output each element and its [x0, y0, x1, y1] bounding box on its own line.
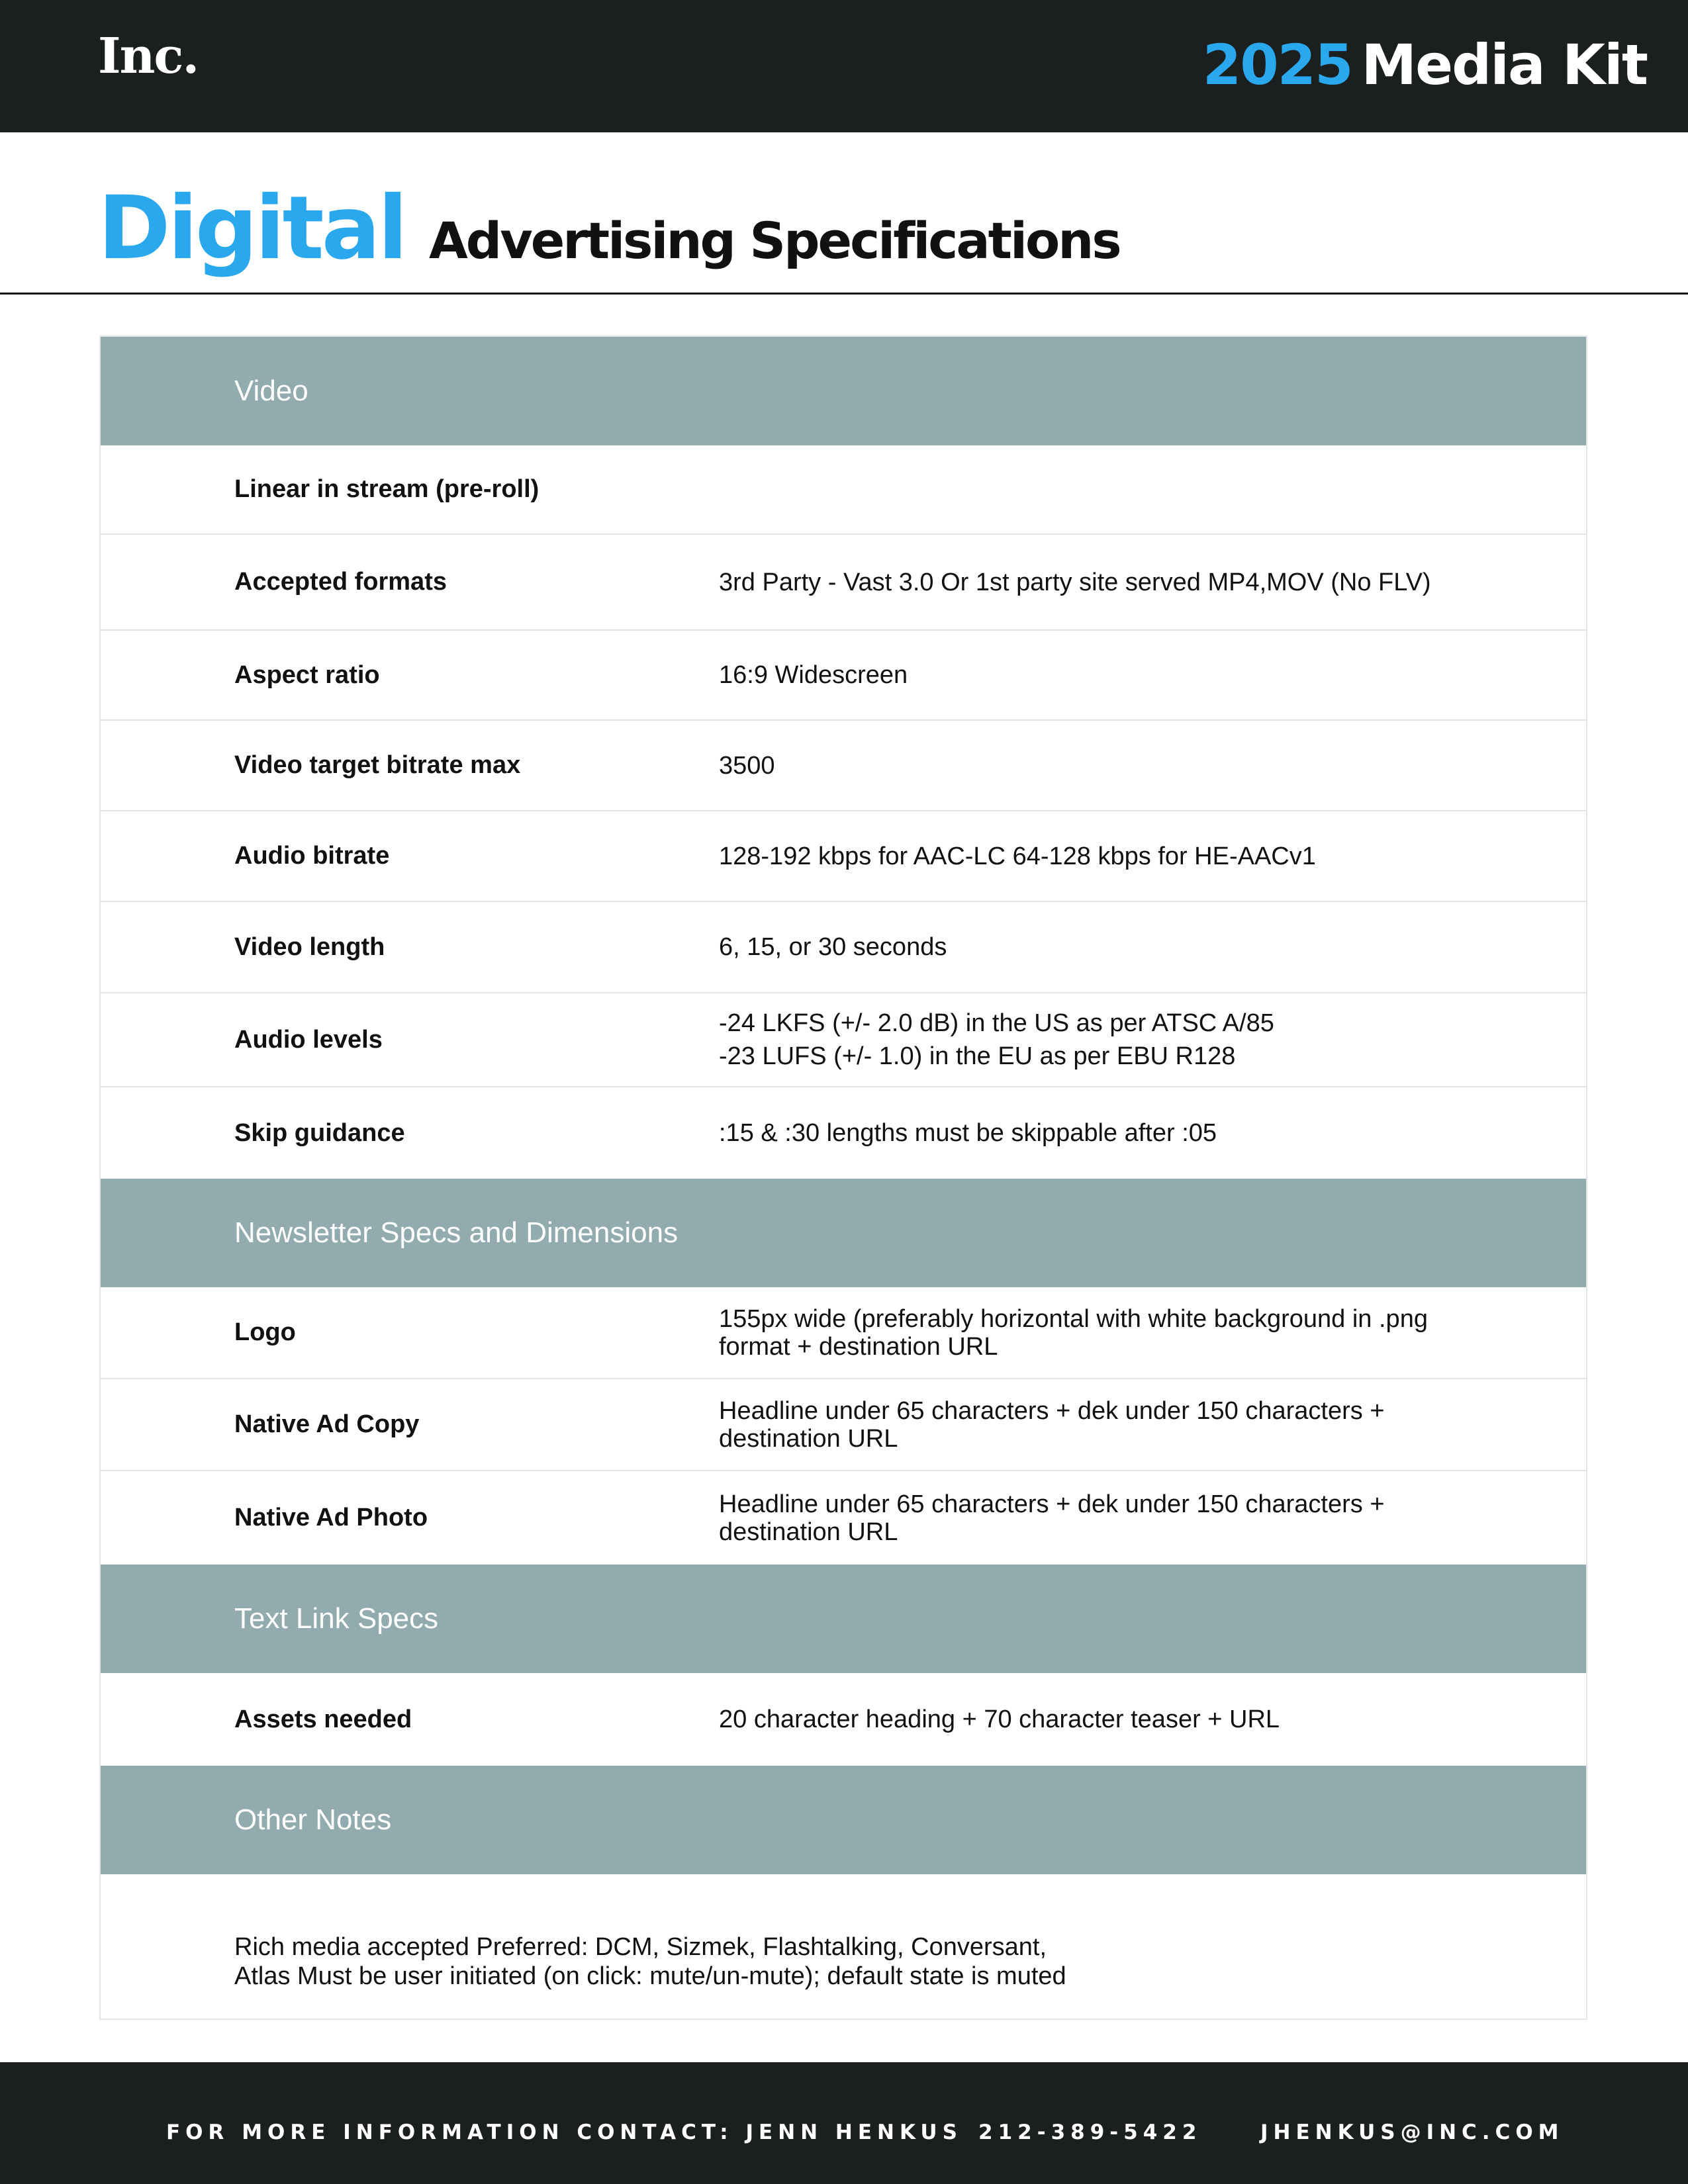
section-header-text-link: Text Link Specs [101, 1565, 1586, 1673]
row-label: Audio bitrate [234, 842, 390, 870]
row-value: 16:9 Widescreen [719, 661, 908, 689]
page-title-highlight: Digital [98, 177, 405, 279]
row-label: Logo [234, 1318, 296, 1346]
row-value-line: destination URL [719, 1518, 898, 1546]
footer-contact: FOR MORE INFORMATION CONTACT: JENN HENKUS [166, 2120, 962, 2144]
row-value [719, 1305, 1428, 1361]
table-row [101, 1673, 1586, 1766]
table-row [101, 1287, 1586, 1379]
page-title-rest: Advertising Specifications [428, 211, 1120, 270]
section-header-video: Video [101, 337, 1586, 445]
footer-email: JHENKUS@INC.COM [1260, 2120, 1564, 2144]
table-row [101, 721, 1586, 811]
row-value-line: Headline under 65 characters + dek under 150 characters + [719, 1490, 1385, 1518]
row-value-line: destination URL [719, 1424, 898, 1453]
row-label: Video length [234, 933, 385, 961]
table-row [101, 535, 1586, 631]
row-label: Linear in stream (pre-roll) [234, 475, 539, 503]
other-notes-line: Rich media accepted Preferred: DCM, Sizmek, Flashtalking, Conversant, [234, 1933, 1047, 1961]
row-label: Accepted formats [234, 568, 447, 596]
row-label: Assets needed [234, 1705, 412, 1733]
other-notes-line: Atlas Must be user initiated (on click: mute/un-mute); default state is muted [234, 1962, 1066, 1990]
row-label: Skip guidance [234, 1118, 405, 1147]
table-row [101, 1087, 1586, 1179]
title-divider [0, 293, 1688, 295]
row-value-line: -23 LUFS (+/- 1.0) in the EU as per EBU R128 [719, 1042, 1236, 1070]
footer-phone: 212-389-5422 [978, 2120, 1202, 2144]
page-title [98, 177, 1120, 277]
table-row [101, 1379, 1586, 1471]
row-value: 6, 15, or 30 seconds [719, 933, 947, 961]
section-header-newsletter: Newsletter Specs and Dimensions [101, 1179, 1586, 1287]
row-value [719, 1007, 1274, 1073]
other-notes-text [234, 1933, 1066, 1991]
row-value-line: -24 LKFS (+/- 2.0 dB) in the US as per ATSC A/85 [719, 1009, 1274, 1037]
table-row [101, 811, 1586, 902]
row-value [719, 1490, 1385, 1546]
top-header-bar [0, 0, 1688, 132]
table-row [101, 993, 1586, 1087]
other-notes-body [101, 1874, 1586, 2019]
inc-logo: Inc. [98, 28, 199, 85]
row-value: :15 & :30 lengths must be skippable after :05 [719, 1119, 1217, 1147]
row-label: Video target bitrate max [234, 751, 521, 779]
media-kit-year: 2025 [1202, 32, 1352, 97]
row-label: Audio levels [234, 1025, 383, 1054]
row-value: 3500 [719, 751, 775, 780]
table-row [101, 1471, 1586, 1565]
row-label: Native Ad Copy [234, 1410, 420, 1438]
row-label: Native Ad Photo [234, 1504, 428, 1531]
table-row [101, 445, 1586, 535]
row-value-line: Headline under 65 characters + dek under 150 characters + [719, 1396, 1385, 1425]
row-value: 128-192 kbps for AAC-LC 64-128 kbps for HE-AACv1 [719, 842, 1316, 870]
specs-table [99, 336, 1587, 2020]
media-kit-title [1202, 32, 1647, 97]
media-kit-label: Media Kit [1361, 32, 1647, 97]
row-value: 3rd Party - Vast 3.0 Or 1st party site served MP4,MOV (No FLV) [719, 568, 1431, 596]
section-header-other-notes: Other Notes [101, 1766, 1586, 1874]
row-value-line: 155px wide (preferably horizontal with white background in .png [719, 1304, 1428, 1333]
row-label: Aspect ratio [234, 660, 380, 689]
table-row [101, 902, 1586, 993]
row-value-line: format + destination URL [719, 1332, 998, 1361]
footer-bar [0, 2062, 1688, 2184]
table-row [101, 631, 1586, 721]
row-value: 20 character heading + 70 character teaser + URL [719, 1706, 1280, 1733]
row-value [719, 1397, 1385, 1453]
